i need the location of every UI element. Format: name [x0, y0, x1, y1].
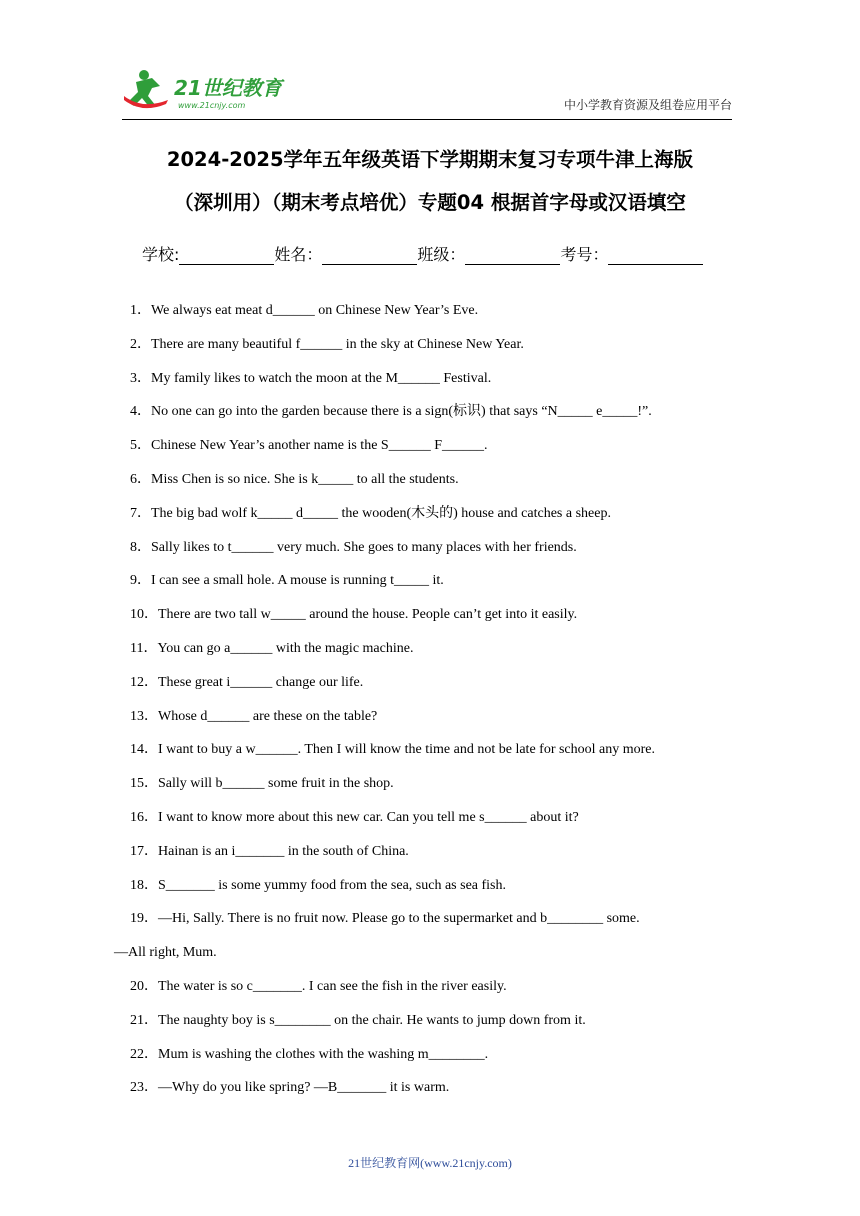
document-title	[0, 138, 860, 224]
logo-url-text: www.21cnjy.com	[178, 101, 246, 110]
title-line-1: 2024-2025学年五年级英语下学期期末复习专项牛津上海版	[166, 148, 694, 171]
title-line-2: （深圳用）（期末考点培优）专题04 根据首字母或汉语填空	[174, 191, 686, 214]
name-field[interactable]	[322, 246, 417, 265]
question-item: 13．Whose d______ are these on the table?	[130, 708, 378, 724]
question-item: 21．The naughty boy is s________ on the chair. He wants to jump down from it.	[130, 1012, 586, 1028]
question-item: 8．Sally likes to t______ very much. She goes to many places with her friends.	[130, 539, 577, 555]
question-item: 18．S_______ is some yummy food from the sea, such as sea fish.	[130, 877, 507, 893]
school-field[interactable]	[179, 246, 274, 265]
school-label: 学校:	[142, 245, 180, 264]
class-label: 班级：	[417, 245, 466, 264]
question-list	[114, 294, 740, 1105]
question-item: 3．My family likes to watch the moon at the M______ Festival.	[130, 370, 492, 386]
runner-head-icon	[139, 70, 149, 80]
question-item: 12．These great i______ change our life.	[130, 674, 364, 690]
question-item: 15．Sally will b______ some fruit in the shop.	[130, 776, 394, 792]
question-item: 23．—Why do you like spring? —B_______ it is warm.	[130, 1080, 450, 1096]
page-header	[122, 66, 732, 116]
student-info-row	[142, 242, 703, 265]
question-item: 17．Hainan is an i_______ in the south of China.	[130, 843, 409, 859]
question-item: 11．You can go a______ with the magic machine.	[130, 640, 414, 656]
logo-21cnjy	[122, 66, 292, 112]
question-item: 19．—Hi, Sally. There is no fruit now. Please go to the supermarket and b________ some.	[130, 911, 640, 927]
question-item: 16．I want to know more about this new car. Can you tell me s______ about it?	[130, 809, 579, 825]
question-item: 2．There are many beautiful f______ in the sky at Chinese New Year.	[130, 336, 524, 352]
question-item: 4．No one can go into the garden because there is a sign(标识) that says “N_____ e_____!”.	[130, 404, 652, 420]
page-footer: 21世纪教育网(www.21cnjy.com)	[348, 1156, 512, 1170]
number-field[interactable]	[608, 246, 703, 265]
question-item: 5．Chinese New Year’s another name is the S______ F______.	[130, 438, 488, 454]
question-item: 7．The big bad wolf k_____ d_____ the wooden(木头的) house and catches a sheep.	[130, 505, 611, 521]
question-item: 9．I can see a small hole. A mouse is running t_____ it.	[130, 573, 444, 589]
question-item: 14．I want to buy a w______. Then I will know the time and not be late for school any more.	[130, 742, 656, 758]
header-divider	[122, 119, 732, 120]
question-item: 10．There are two tall w_____ around the house. People can’t get into it easily.	[130, 607, 578, 623]
number-label: 考号：	[560, 245, 609, 264]
class-field[interactable]	[465, 246, 560, 265]
platform-label: 中小学教育资源及组卷应用平台	[563, 98, 732, 112]
name-label: 姓名：	[274, 245, 323, 264]
question-item: 22．Mum is washing the clothes with the washing m________.	[130, 1046, 489, 1062]
question-item: 6．Miss Chen is so nice. She is k_____ to all the students.	[130, 471, 459, 487]
logo-text: 21世纪教育	[174, 76, 282, 100]
question-item-continuation: —All right, Mum.	[114, 945, 217, 961]
question-item: 20．The water is so c_______. I can see the fish in the river easily.	[130, 978, 507, 994]
question-item: 1．We always eat meat d______ on Chinese New Year’s Eve.	[130, 303, 479, 318]
